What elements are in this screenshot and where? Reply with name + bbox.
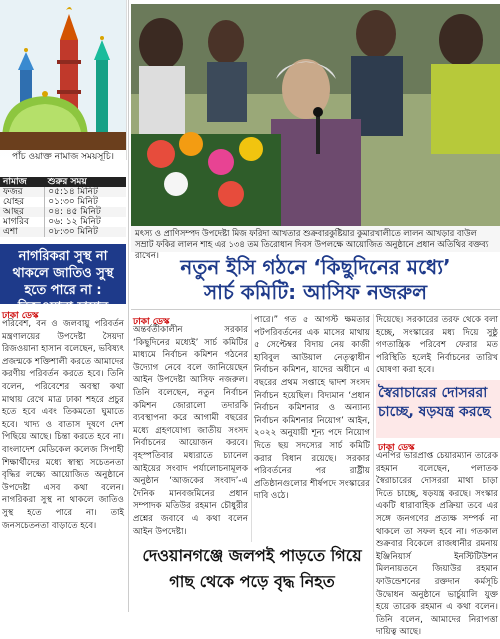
prayer-caption: পাঁচ ওয়াক্ত নামাজ সময়সূচি। xyxy=(12,152,114,162)
table-row xyxy=(0,227,126,237)
column-divider xyxy=(128,0,129,612)
left-article-body: পরিবেশ, বন ও জলবায়ু পরিবর্তন মন্ত্রণালয়ের উপদেষ্টা সৈয়দা রিজওয়ানা হাসান বলেছেন, ভবিষ্যৎ প্রজন্মকে শক্তিশালী করতে আমাদের করণীয় পরিবর্তন করতে হবে। তিনি বলেন, পরিবেশের অবস্থা কথা মাথায় রেখে মাত্র ঢাকা শহরে প্রচুর হতে হবে এবং তিকমতো ঘুমাতে হবে। খাদ্য ও বাতাস দূষণে দেশ পিছিয়ে আছে। চিন্তা করতে হবে না। বাংলাদেশ মেডিকেল কলেজ সিপাহী শিক্ষার্থীদের মধ্যে স্বাস্থ্য সচেতনতা বৃদ্ধির লক্ষ্যে আয়োজিত অনুষ্ঠানে উপদেষ্টা এসব কথা বলেন। নাগরিকরা সুস্থ না থাকলে জাতিও সুস্থ হতে পারে না। তাই জনসচেতনতা বাড়াতে হবে। xyxy=(2,319,124,531)
prayer-time: ০৮:৩০ মিনিট xyxy=(45,227,126,237)
prayer-time: ০৫:১৪ মিনিট xyxy=(45,187,126,197)
prayer-time: ০৪: ৪৫ মিনিট xyxy=(45,207,126,217)
table-header-prayer: নামাজ xyxy=(0,177,45,187)
prayer-time: ০৬: ১২ মিনিট xyxy=(45,217,126,227)
main-article-column-3: দিয়েছে। সরকারের তরফ থেকে বলা হচ্ছে, সংস্কারের মধ্য দিয়ে সুষ্ঠু গণতান্ত্রিক পরিবেশ ফেরার মত পরিস্থিতি হলেই নির্বাচনের তারিখ ঘোষণা করা হবে। xyxy=(376,315,498,376)
prayer-name: এশা xyxy=(0,227,45,237)
table-row xyxy=(0,207,126,217)
table-row xyxy=(0,197,126,207)
news-photo[interactable] xyxy=(131,4,500,226)
prayer-name: মাগরিব xyxy=(3,217,30,227)
prayer-time: ০১:৩০ মিনিট xyxy=(45,197,126,207)
left-article-headline[interactable]: নাগরিকরা সুস্থ না থাকলে জাতিও সুস্থ হতে পারে না : রিজওয়ানা হাসান xyxy=(0,244,126,304)
main-headline-line2[interactable]: সার্চ কমিটি: আসিফ নজরুল xyxy=(203,280,428,304)
left-article-byline: ঢাকা ডেস্ক xyxy=(2,311,39,321)
prayer-time-table xyxy=(0,177,126,237)
headline-divider xyxy=(131,309,500,310)
column-divider xyxy=(251,314,252,542)
column-divider xyxy=(373,314,374,612)
table-row xyxy=(0,217,126,227)
photo-caption: মৎস্য ও প্রাণিসম্পদ উপদেষ্টা মিজ ফরিদা আখতার শুক্রবারকুষ্টিয়ার কুমারখালীতে লালন আখড়ার বাউল সম্রাট ফকির লালন শাহ এর ১৩৪ তম তিরোধান দিবস উপলক্ষে আয়োজিত অনুষ্ঠানে প্রধান অতিথির বক্তব্য রাখেন। xyxy=(131,226,500,252)
side-article-headline[interactable]: স্বৈরাচারের দোসররা চাচ্ছে, ষড়যন্ত্র করছে xyxy=(376,380,500,438)
prayer-name: যোহর xyxy=(3,197,25,207)
prayer-name: আছর xyxy=(0,207,45,217)
main-headline-line1[interactable]: নতুন ইসি গঠনে ‘কিছুদিনের মধ্যে’ xyxy=(180,255,451,279)
prayer-name: ফজর xyxy=(0,187,45,197)
main-article-byline: ঢাকা ডেস্ক xyxy=(133,317,170,327)
main-article-column-2: পারে।” গত ৫ আগস্ট ক্ষমতার পটপরিবর্তনের এক মাসের মাথায় ৫ সেপ্টেম্বর বিদায় নেয় কাজী হাবিবুল আউয়াল নেতৃত্বাধীন নির্বাচন কমিশন, যাদের অধীনে এ বছরের প্রথম সপ্তাহে দ্বাদশ সংসদ নির্বাচন হয়েছিল। বিদ্যমান ‘প্রধান নির্বাচন কমিশনার ও অন্যান্য নির্বাচন কমিশনার নিয়োগ’ আইন, ২০২২ অনুযায়ী শূন্য পদে নিয়োগ দিতে ছয় সদস্যের সার্চ কমিটি করার বিধান রয়েছে। সরকার পরিবর্তনের পর রাষ্ট্রীয় প্রতিষ্ঠানগুলোর শীর্ষপদে সংস্কারের দাবি ওঠে। xyxy=(254,315,370,502)
bottom-headline-line2[interactable]: গাছ থেকে পড়ে বৃদ্ধ নিহত xyxy=(169,572,335,591)
main-article-column-1: অন্তর্বর্তীকালীন সরকার ‘কিছুদিনের মধ্যেই’ সার্চ কমিটির মাধ্যমে নির্বাচন কমিশন গঠনের উদ্যোগ নেবে বলে জানিয়েছেন আইন উপদেষ্টা আসিফ নজরুল। তিনি বলেছেন, নতুন নির্বাচন কমিশন জোরালো তদারকি ব্যবস্থাপনা করে আগামী বছরের মধ্যে গ্রহণযোগ্য জাতীয় সংসদ নির্বাচনের আয়োজন করবে। বৃহস্পতিবার মধ্যরাতে চ্যানেল আইয়ের সংবাদ পর্যালোচনামূলক অনুষ্ঠান ‘আজকের সংবাদ’-এ দৈনিক মানবজমিনের প্রধান সম্পাদক মতিউর রহমান চৌধুরীর প্রশ্নের জবাবে এ কথা বলেন আইন উপদেষ্টা। xyxy=(133,325,248,537)
side-article-byline: ঢাকা ডেস্ক xyxy=(378,443,415,453)
bottom-headline-line1[interactable]: দেওয়ানগঞ্জে জলপই পাড়তে গিয়ে xyxy=(142,546,362,565)
mosque-illustration xyxy=(0,0,127,160)
table-row xyxy=(0,187,126,197)
side-article-body: এনপির ভারপ্রাপ্ত চেয়ারম্যান তারেক রহমান বলেছেন, পলাতক স্বৈরাচারের দোসররা মাথা চাড়া দিতে চাচ্ছে, ষড়যন্ত্র করছে। সংস্কার একটি ধারাবাহিক প্রক্রিয়া তবে এর সঙ্গে জনগণের প্রত্যক্ষ সম্পর্ক না থাকলে তা সফল হবে না। গতকাল শুক্রবার বিকেলে রাজধানীর রমনায় ইঞ্জিনিয়ার্স ইনস্টিটিউশন মিলনায়তনে জিয়াউর রহমান ফাউন্ডেশনের রক্তদান কর্মসূচি উদ্বোধন অনুষ্ঠানে ভার্চুয়ালি যুক্ত হয়ে তারেক রহমান এ কথা বলেন। তিনি বলেন, আমাদের নিরাপত্তা দায়িত্ব আছে। xyxy=(376,451,498,638)
table-header-time: শুরুর সময় xyxy=(45,177,126,187)
